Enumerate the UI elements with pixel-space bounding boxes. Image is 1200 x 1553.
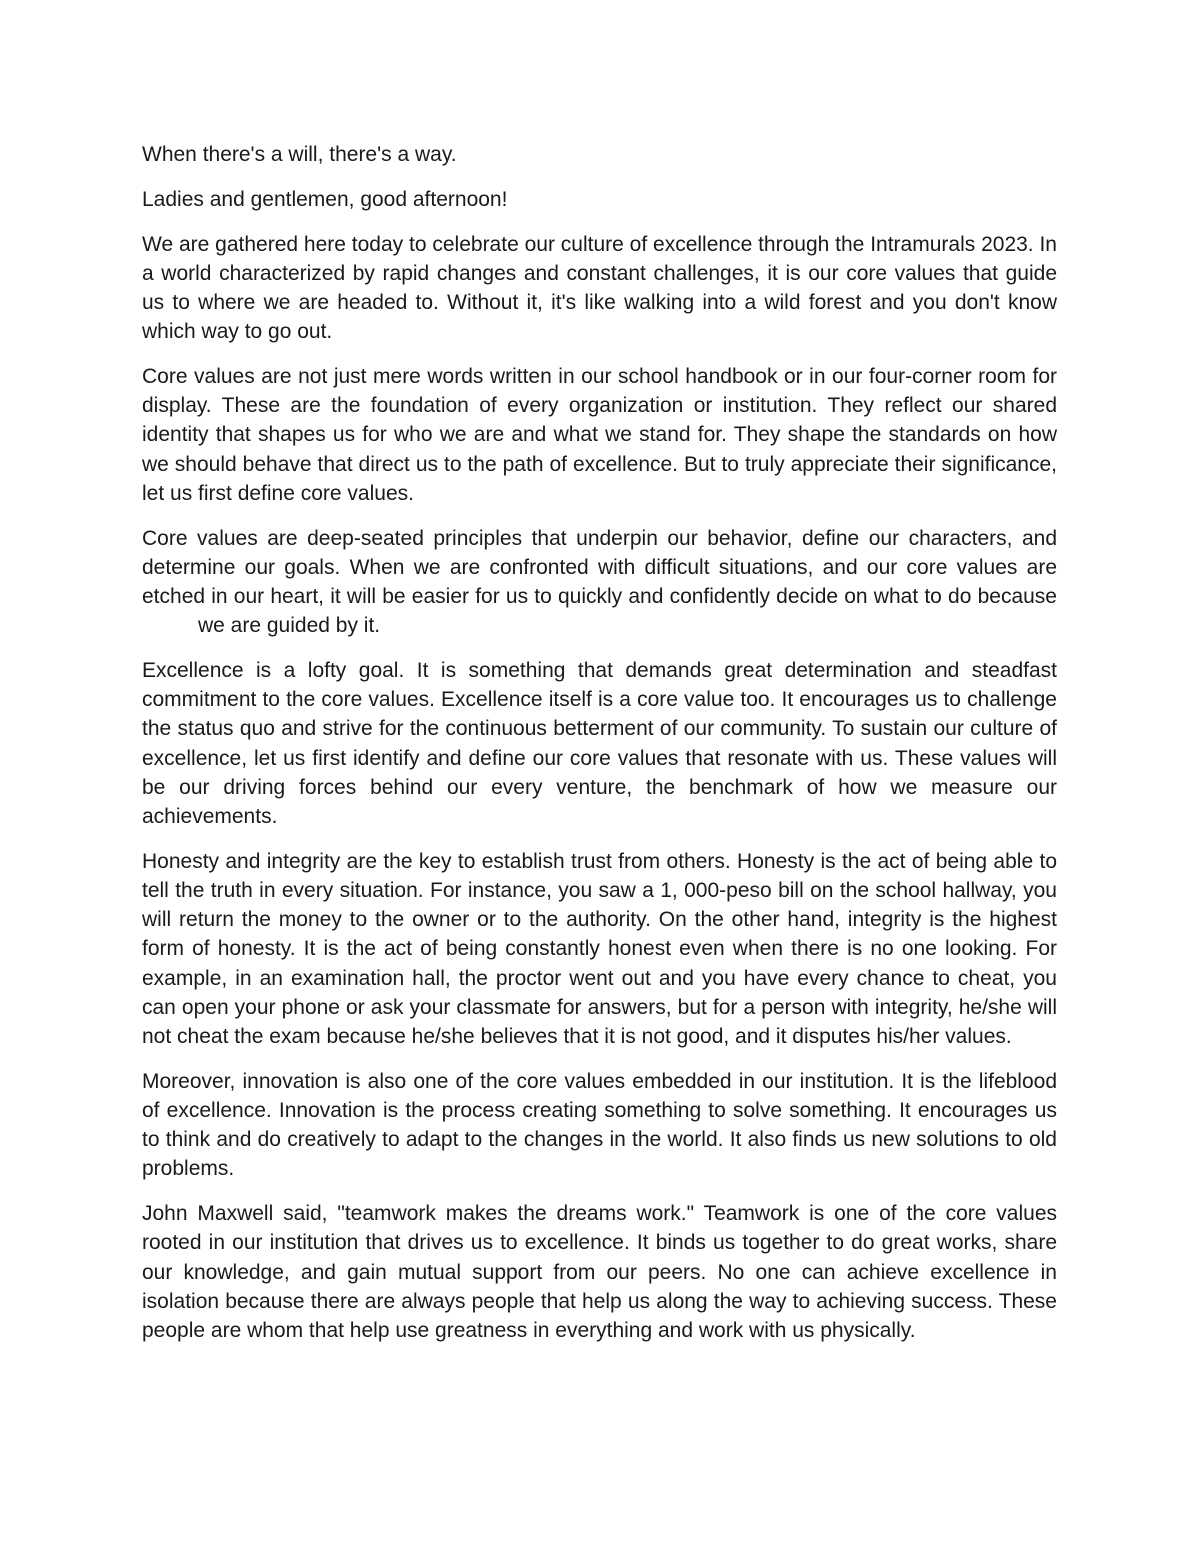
paragraph: Moreover, innovation is also one of the core values embedded in our institution. It is the lifeblood of excellence. Innovation is the process creating something to solve something. It encourages us to think and do creatively to adapt to the changes in the world. It also finds us new solutions to old problems. [142,1069,1057,1181]
paragraph: Excellence is a lofty goal. It is something that demands great determination and steadfast commitment to the core values. Excellence itself is a core value too. It encourages us to challenge the status quo and strive for the continuous betterment of our community. To sustain our culture of excellence, let us first identify and define our core values that resonate with us. These values will be our driving forces behind our every venture, the benchmark of how we measure our achievements. [142,659,1057,829]
document-body [142,140,1057,1361]
paragraph-text: Core values are deep-seated principles that underpin our behavior, define our characters, and determine our goals. When we are confronted with difficult situations, and our core values are etched in our heart, it will be easier for us to quickly and confidently decide on what to do because [142,526,1057,609]
paragraph: Core values are not just mere words written in our school handbook or in our four-corner room for display. These are the foundation of every organization or institution. They reflect our shared identity that shapes us for who we are and what we stand for. They shape the standards on how we should behave that direct us to the path of excellence. But to truly appreciate their significance, let us first define core values. [142,365,1057,505]
paragraph: We are gathered here today to celebrate our culture of excellence through the Intramurals 2023. In a world characterized by rapid changes and constant challenges, it is our core values that guide us to where we are headed to. Without it, it's like walking into a wild forest and you don't know which way to go out. [142,232,1057,344]
opening-line: When there's a will, there's a way. [142,143,457,166]
greeting: Ladies and gentlemen, good afternoon! [142,187,508,211]
paragraph-text: we are guided by it. [198,614,381,638]
paragraph: Honesty and integrity are the key to establish trust from others. Honesty is the act of being able to tell the truth in every situation. For instance, you saw a 1, 000-peso bill on the school hallway, you will return the money to the owner or to the authority. On the other hand, integrity is the highest form of honesty. It is the act of being constantly honest even when there is no one looking. For example, in an examination hall, the proctor went out and you have every chance to cheat, you can open your phone or ask your classmate for answers, but for a person with integrity, he/she will not cheat the exam because he/she believes that it is not good, and it disputes his/her values. [142,849,1057,1049]
paragraph [142,524,1057,641]
paragraph: John Maxwell said, "teamwork makes the dreams work." Teamwork is one of the core values rooted in our institution that drives us to excellence. It binds us together to do great works, share our knowledge, and gain mutual support from our peers. No one can achieve excellence in isolation because there are always people that help us along the way to achieving success. These people are whom that help use greatness in everything and work with us physically. [142,1202,1057,1343]
